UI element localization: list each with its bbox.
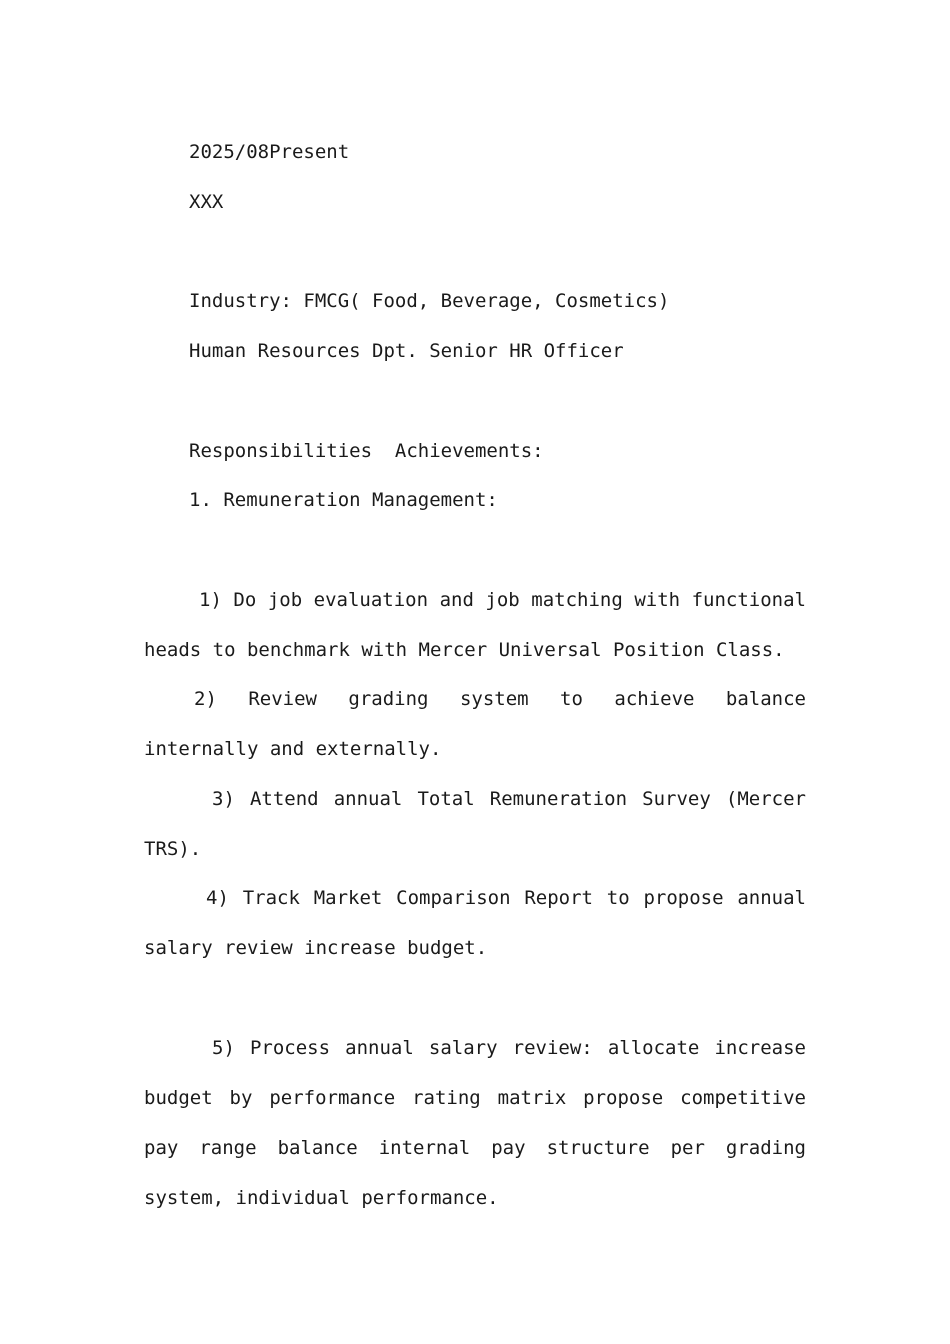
list-item: 2) Review grading system to achieve balance internally and externally. — [144, 688, 806, 760]
employment-period: 2025/08Present — [189, 141, 350, 163]
list-item: 3) Attend annual Total Remuneration Survey (Mercer TRS). — [144, 788, 806, 860]
list-item: 4) Track Market Comparison Report to propose annual salary review increase budget. — [144, 887, 806, 959]
remuneration-subheading: 1. Remuneration Management: — [189, 489, 498, 511]
list-item: 1) Do job evaluation and job matching with functional heads to benchmark with Mercer Universal Position Class. — [144, 589, 806, 661]
list-item: 5) Process annual salary review: allocate increase budget by performance rating matrix propose competitive pay range balance internal pay structure per grading system, individual performance. — [144, 1037, 806, 1209]
department-title-line: Human Resources Dpt. Senior HR Officer — [189, 340, 624, 362]
industry-line: Industry: FMCG( Food, Beverage, Cosmetics) — [189, 290, 670, 312]
company-name: XXX — [189, 191, 224, 213]
responsibilities-heading: Responsibilities Achievements: — [189, 440, 544, 462]
